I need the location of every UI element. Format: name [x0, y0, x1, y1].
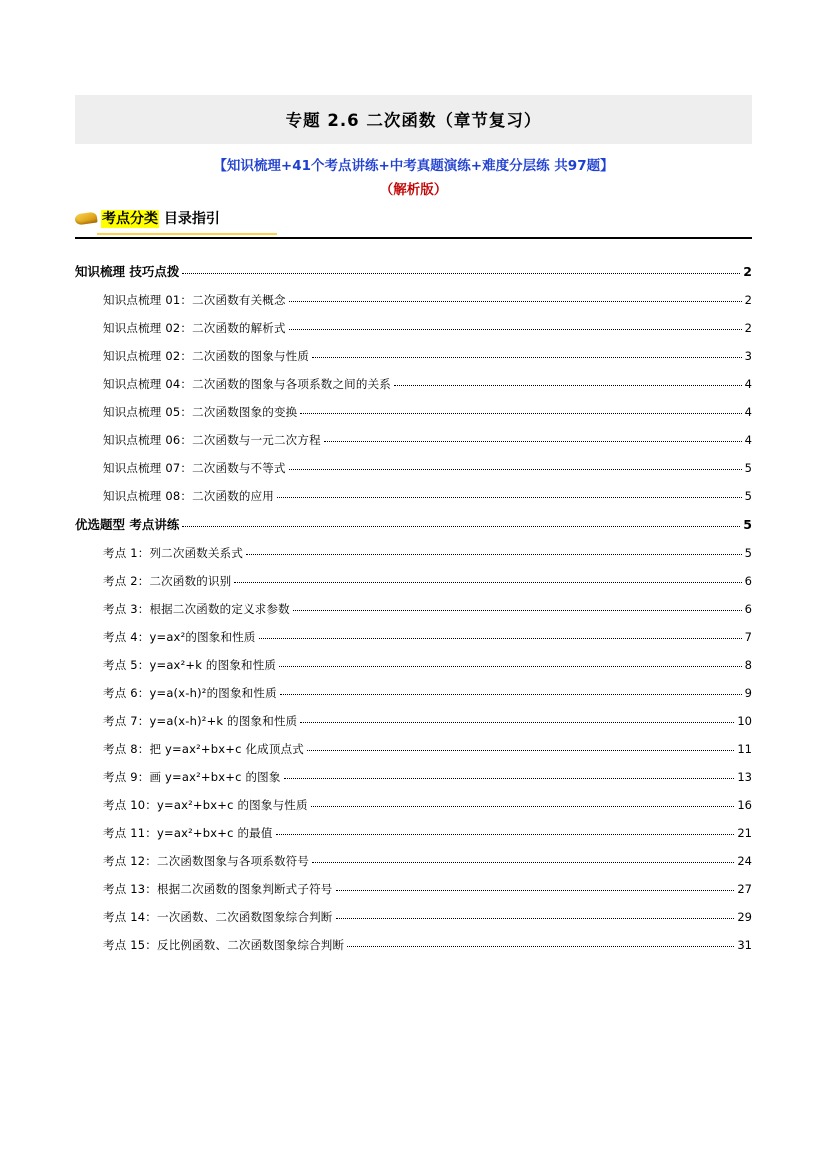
toc-label: 优选题型 考点讲练: [75, 517, 180, 532]
toc-entry[interactable]: [75, 422, 752, 448]
toc-label: 知识点梳理 02：二次函数的图象与性质: [103, 349, 310, 363]
toc-dot-leader: [182, 517, 740, 527]
toc-label: 考点 10：y=ax²+bx+c 的图象与性质: [103, 798, 308, 812]
toc-label: 考点 13：根据二次函数的图象判断式子符号: [103, 882, 333, 896]
toc-dot-leader: [284, 770, 735, 779]
document-version: （解析版）: [379, 182, 448, 198]
toc-label: 考点 2：二次函数的识别: [103, 574, 232, 588]
toc-label: 考点 15：反比例函数、二次函数图象综合判断: [103, 938, 345, 952]
toc-page-number: 24: [737, 854, 752, 868]
page-title: 专题 2.6 二次函数（章节复习）: [285, 111, 542, 130]
toc-entry[interactable]: [75, 253, 752, 280]
toc-dot-leader: [289, 461, 742, 470]
toc-page-number: 2: [743, 264, 752, 279]
title-banner: [75, 95, 752, 144]
toc-entry[interactable]: [75, 703, 752, 729]
toc-page-number: 4: [744, 433, 752, 447]
toc-dot-leader: [347, 938, 734, 947]
toc-label: 考点 9：画 y=ax²+bx+c 的图象: [103, 770, 281, 784]
toc-entry[interactable]: [75, 871, 752, 897]
toc-label: 考点 1：列二次函数关系式: [103, 546, 244, 560]
toc-page-number: 2: [744, 321, 752, 335]
toc-dot-leader: [307, 742, 734, 751]
toc-page-number: 5: [744, 546, 752, 560]
toc-label: 考点 12：二次函数图象与各项系数符号: [103, 854, 310, 868]
toc-page-number: 8: [744, 658, 752, 672]
toc-dot-leader: [300, 405, 741, 414]
toc-dot-leader: [293, 602, 742, 611]
toc-entry[interactable]: [75, 310, 752, 336]
toc-page-number: 3: [744, 349, 752, 363]
toc-label: 知识梳理 技巧点拨: [75, 264, 180, 279]
toc-page-number: 29: [737, 910, 752, 924]
toc-dot-leader: [277, 489, 742, 498]
toc-page-number: 4: [744, 377, 752, 391]
toc-entry[interactable]: [75, 506, 752, 533]
toc-entry[interactable]: [75, 282, 752, 308]
toc-entry[interactable]: [75, 450, 752, 476]
toc-dot-leader: [259, 630, 742, 639]
toc-page-number: 7: [744, 630, 752, 644]
toc-entry[interactable]: [75, 843, 752, 869]
toc-dot-leader: [279, 658, 742, 667]
section-title-rest: 目录指引: [159, 211, 220, 227]
toc-page-number: 27: [737, 882, 752, 896]
toc-entry[interactable]: [75, 647, 752, 673]
bookmark-icon: [75, 210, 97, 226]
section-underline-accent: [97, 233, 277, 235]
toc-page-number: 2: [744, 293, 752, 307]
toc-label: 考点 14：一次函数、二次函数图象综合判断: [103, 910, 333, 924]
toc-entry[interactable]: [75, 338, 752, 364]
toc-page-number: 5: [744, 461, 752, 475]
toc-entry[interactable]: [75, 478, 752, 504]
toc-dot-leader: [336, 882, 735, 891]
toc-dot-leader: [234, 574, 741, 583]
toc-page-number: 31: [737, 938, 752, 952]
toc-entry[interactable]: [75, 366, 752, 392]
toc-label: 考点 7：y=a(x-h)²+k 的图象和性质: [103, 714, 298, 728]
toc-dot-leader: [289, 321, 742, 330]
toc-entry[interactable]: [75, 899, 752, 925]
toc-page-number: 11: [737, 742, 752, 756]
toc-entry[interactable]: [75, 619, 752, 645]
toc-label: 知识点梳理 02：二次函数的解析式: [103, 321, 286, 335]
toc-dot-leader: [324, 433, 742, 442]
toc-label: 知识点梳理 08：二次函数的应用: [103, 489, 274, 503]
section-title: [101, 211, 220, 227]
toc-page-number: 6: [744, 602, 752, 616]
toc-dot-leader: [246, 546, 742, 555]
toc-page-number: 10: [737, 714, 752, 728]
toc-page-number: 5: [744, 489, 752, 503]
toc-label: 知识点梳理 07：二次函数与不等式: [103, 461, 286, 475]
toc-entry[interactable]: [75, 815, 752, 841]
toc-entry[interactable]: [75, 927, 752, 953]
toc-page-number: 16: [737, 798, 752, 812]
toc-page-number: 4: [744, 405, 752, 419]
toc-dot-leader: [394, 377, 742, 386]
toc-page-number: 6: [744, 574, 752, 588]
toc-dot-leader: [300, 714, 734, 723]
toc-label: 知识点梳理 06：二次函数与一元二次方程: [103, 433, 321, 447]
toc-page-number: 21: [737, 826, 752, 840]
toc-dot-leader: [289, 293, 742, 302]
toc-label: 考点 11：y=ax²+bx+c 的最值: [103, 826, 273, 840]
toc-label: 考点 3：根据二次函数的定义求参数: [103, 602, 290, 616]
toc-dot-leader: [280, 686, 742, 695]
toc-entry[interactable]: [75, 591, 752, 617]
table-of-contents: [75, 253, 752, 953]
document-subtitle: 【知识梳理+41个考点讲练+中考真题演练+难度分层练 共97题】: [213, 158, 614, 174]
toc-page-number: 13: [737, 770, 752, 784]
section-divider: [75, 237, 752, 239]
toc-label: 考点 6：y=a(x-h)²的图象和性质: [103, 686, 277, 700]
toc-entry[interactable]: [75, 731, 752, 757]
toc-dot-leader: [312, 349, 742, 358]
toc-label: 知识点梳理 04：二次函数的图象与各项系数之间的关系: [103, 377, 391, 391]
toc-entry[interactable]: [75, 394, 752, 420]
toc-label: 知识点梳理 05：二次函数图象的变换: [103, 405, 298, 419]
toc-entry[interactable]: [75, 563, 752, 589]
toc-entry[interactable]: [75, 675, 752, 701]
toc-page-number: 5: [743, 517, 752, 532]
toc-label: 考点 8：把 y=ax²+bx+c 化成顶点式: [103, 742, 304, 756]
toc-label: 知识点梳理 01：二次函数有关概念: [103, 293, 286, 307]
toc-entry[interactable]: [75, 535, 752, 561]
toc-entry[interactable]: [75, 759, 752, 785]
section-title-highlight: 考点分类: [102, 211, 158, 227]
toc-dot-leader: [276, 826, 735, 835]
toc-label: 考点 4：y=ax²的图象和性质: [103, 630, 256, 644]
toc-dot-leader: [182, 264, 740, 274]
section-header: [75, 208, 752, 234]
toc-dot-leader: [312, 854, 734, 863]
toc-entry[interactable]: [75, 787, 752, 813]
toc-label: 考点 5：y=ax²+k 的图象和性质: [103, 658, 277, 672]
toc-page-number: 9: [744, 686, 752, 700]
toc-dot-leader: [311, 798, 735, 807]
toc-dot-leader: [336, 910, 735, 919]
